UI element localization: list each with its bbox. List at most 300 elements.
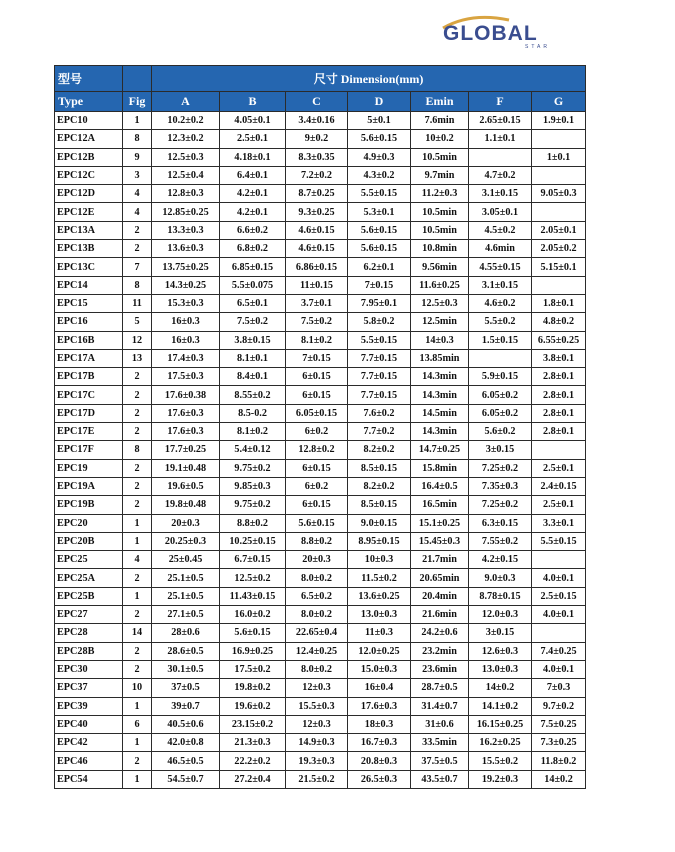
cell-type: EPC17B: [55, 368, 123, 386]
cell-g: 2.05±0.1: [532, 221, 586, 239]
cell-emin: 31.4±0.7: [411, 697, 469, 715]
cell-a: 10.2±0.2: [152, 112, 220, 130]
cell-b: 8.4±0.1: [220, 368, 286, 386]
table-row: [55, 752, 586, 770]
cell-f: 4.6min: [469, 240, 532, 258]
cell-type: EPC25: [55, 551, 123, 569]
cell-f: 4.6±0.2: [469, 294, 532, 312]
table-row: [55, 587, 586, 605]
cell-g: 3.3±0.1: [532, 514, 586, 532]
cell-g: [532, 441, 586, 459]
cell-g: 2.8±0.1: [532, 423, 586, 441]
cell-c: 19.3±0.3: [286, 752, 348, 770]
cell-c: 6±0.15: [286, 368, 348, 386]
cell-emin: 21.6min: [411, 606, 469, 624]
cell-type: EPC12D: [55, 185, 123, 203]
cell-d: 16.7±0.3: [348, 734, 411, 752]
table-row: [55, 203, 586, 221]
cell-emin: 21.7min: [411, 551, 469, 569]
cell-fig: 3: [123, 166, 152, 184]
cell-d: 16±0.4: [348, 679, 411, 697]
cell-d: 17.6±0.3: [348, 697, 411, 715]
cell-d: 7.7±0.15: [348, 349, 411, 367]
cell-fig: 2: [123, 221, 152, 239]
cell-type: EPC30: [55, 660, 123, 678]
cell-type: EPC39: [55, 697, 123, 715]
cell-emin: 31±0.6: [411, 715, 469, 733]
cell-type: EPC20B: [55, 532, 123, 550]
cell-fig: 14: [123, 624, 152, 642]
cell-d: 8.5±0.15: [348, 459, 411, 477]
cell-b: 4.05±0.1: [220, 112, 286, 130]
cell-a: 40.5±0.6: [152, 715, 220, 733]
cell-d: 7.95±0.1: [348, 294, 411, 312]
cell-emin: 14.3min: [411, 423, 469, 441]
cell-type: EPC14: [55, 276, 123, 294]
cell-g: 4.8±0.2: [532, 313, 586, 331]
cell-type: EPC19B: [55, 496, 123, 514]
cell-c: 7.2±0.2: [286, 166, 348, 184]
cell-g: 7±0.3: [532, 679, 586, 697]
cell-d: 5.5±0.15: [348, 331, 411, 349]
col-header-fig: Fig: [123, 92, 152, 112]
cell-emin: 14.3min: [411, 368, 469, 386]
cell-g: 3.8±0.1: [532, 349, 586, 367]
cell-emin: 10.5min: [411, 221, 469, 239]
cell-a: 14.3±0.25: [152, 276, 220, 294]
cell-c: 14.9±0.3: [286, 734, 348, 752]
cell-a: 17.7±0.25: [152, 441, 220, 459]
cell-b: 6.85±0.15: [220, 258, 286, 276]
cell-b: 9.75±0.2: [220, 459, 286, 477]
cell-b: 22.2±0.2: [220, 752, 286, 770]
cell-emin: 12.5min: [411, 313, 469, 331]
cell-a: 13.6±0.3: [152, 240, 220, 258]
cell-f: 3.05±0.1: [469, 203, 532, 221]
cell-c: 8.0±0.2: [286, 660, 348, 678]
cell-fig: 4: [123, 185, 152, 203]
cell-type: EPC17C: [55, 386, 123, 404]
cell-f: 9.0±0.3: [469, 569, 532, 587]
table-row: [55, 423, 586, 441]
cell-emin: 10.8min: [411, 240, 469, 258]
table-row: [55, 532, 586, 550]
cell-b: 16.9±0.25: [220, 642, 286, 660]
cell-a: 12.8±0.3: [152, 185, 220, 203]
cell-emin: 14±0.3: [411, 331, 469, 349]
col-header-b: B: [220, 92, 286, 112]
cell-type: EPC13B: [55, 240, 123, 258]
cell-d: 6.2±0.1: [348, 258, 411, 276]
cell-c: 8.0±0.2: [286, 606, 348, 624]
cell-a: 12.3±0.2: [152, 130, 220, 148]
cell-f: 3.1±0.15: [469, 185, 532, 203]
cell-b: 16.0±0.2: [220, 606, 286, 624]
cell-type: EPC46: [55, 752, 123, 770]
cell-emin: 43.5±0.7: [411, 770, 469, 788]
table-row: [55, 642, 586, 660]
cell-g: 2.5±0.1: [532, 496, 586, 514]
cell-fig: 1: [123, 697, 152, 715]
cell-type: EPC54: [55, 770, 123, 788]
cell-type: EPC27: [55, 606, 123, 624]
cell-type: EPC17F: [55, 441, 123, 459]
cell-c: 6±0.15: [286, 386, 348, 404]
cell-f: 5.6±0.2: [469, 423, 532, 441]
cell-a: 13.3±0.3: [152, 221, 220, 239]
cell-f: 6.05±0.2: [469, 386, 532, 404]
cell-b: 6.7±0.15: [220, 551, 286, 569]
cell-type: EPC12A: [55, 130, 123, 148]
cell-b: 9.75±0.2: [220, 496, 286, 514]
cell-g: 4.0±0.1: [532, 569, 586, 587]
cell-d: 13.0±0.3: [348, 606, 411, 624]
table-row: [55, 734, 586, 752]
table-row: [55, 313, 586, 331]
cell-emin: 9.56min: [411, 258, 469, 276]
cell-b: 8.55±0.2: [220, 386, 286, 404]
cell-f: 4.55±0.15: [469, 258, 532, 276]
cell-d: 10±0.3: [348, 551, 411, 569]
cell-b: 6.8±0.2: [220, 240, 286, 258]
cell-b: 6.5±0.1: [220, 294, 286, 312]
cell-d: 8.95±0.15: [348, 532, 411, 550]
table-row: [55, 770, 586, 788]
cell-a: 19.8±0.48: [152, 496, 220, 514]
cell-g: 2.8±0.1: [532, 386, 586, 404]
cell-fig: 1: [123, 514, 152, 532]
cell-c: 4.6±0.15: [286, 240, 348, 258]
cell-d: 5.6±0.15: [348, 240, 411, 258]
cell-fig: 8: [123, 130, 152, 148]
cell-fig: 2: [123, 660, 152, 678]
cell-f: 12.6±0.3: [469, 642, 532, 660]
table-row: [55, 679, 586, 697]
cell-emin: 15.8min: [411, 459, 469, 477]
cell-a: 19.6±0.5: [152, 477, 220, 495]
cell-a: 16±0.3: [152, 331, 220, 349]
table-row: [55, 221, 586, 239]
cell-emin: 16.5min: [411, 496, 469, 514]
cell-c: 6±0.2: [286, 477, 348, 495]
cell-type: EPC37: [55, 679, 123, 697]
cell-a: 39±0.7: [152, 697, 220, 715]
cell-a: 54.5±0.7: [152, 770, 220, 788]
cell-g: 14±0.2: [532, 770, 586, 788]
cell-d: 5.3±0.1: [348, 203, 411, 221]
cell-f: 7.25±0.2: [469, 496, 532, 514]
cell-d: 5±0.1: [348, 112, 411, 130]
cell-b: 6.4±0.1: [220, 166, 286, 184]
cell-b: 17.5±0.2: [220, 660, 286, 678]
cell-emin: 15.1±0.25: [411, 514, 469, 532]
cell-type: EPC17D: [55, 404, 123, 422]
cell-d: 9.0±0.15: [348, 514, 411, 532]
table-row: [55, 331, 586, 349]
cell-a: 15.3±0.3: [152, 294, 220, 312]
cell-emin: 9.7min: [411, 166, 469, 184]
cell-g: 2.5±0.15: [532, 587, 586, 605]
table-row: [55, 130, 586, 148]
table-body: [55, 112, 586, 789]
cell-fig: 2: [123, 423, 152, 441]
cell-a: 17.4±0.3: [152, 349, 220, 367]
cell-fig: 1: [123, 734, 152, 752]
cell-a: 27.1±0.5: [152, 606, 220, 624]
cell-c: 12±0.3: [286, 715, 348, 733]
logo-subtext: STAR: [525, 44, 550, 50]
cell-emin: 10.5min: [411, 148, 469, 166]
cell-fig: 6: [123, 715, 152, 733]
cell-c: 6.86±0.15: [286, 258, 348, 276]
cell-g: 7.3±0.25: [532, 734, 586, 752]
cell-emin: 23.6min: [411, 660, 469, 678]
cell-f: 16.15±0.25: [469, 715, 532, 733]
cell-a: 25±0.45: [152, 551, 220, 569]
cell-b: 5.6±0.15: [220, 624, 286, 642]
table-row: [55, 569, 586, 587]
cell-b: 5.5±0.075: [220, 276, 286, 294]
cell-c: 8.0±0.2: [286, 569, 348, 587]
cell-c: 9±0.2: [286, 130, 348, 148]
cell-type: EPC28B: [55, 642, 123, 660]
cell-f: 16.2±0.25: [469, 734, 532, 752]
cell-g: [532, 166, 586, 184]
cell-c: 6±0.15: [286, 496, 348, 514]
cell-b: 9.85±0.3: [220, 477, 286, 495]
type-cn-header: 型号: [55, 66, 123, 92]
cell-c: 12±0.3: [286, 679, 348, 697]
cell-fig: 4: [123, 551, 152, 569]
cell-b: 5.4±0.12: [220, 441, 286, 459]
cell-f: 15.5±0.2: [469, 752, 532, 770]
cell-b: 2.5±0.1: [220, 130, 286, 148]
table-row: [55, 294, 586, 312]
table-row: [55, 404, 586, 422]
cell-f: 3.1±0.15: [469, 276, 532, 294]
cell-g: 2.8±0.1: [532, 404, 586, 422]
cell-f: 1.5±0.15: [469, 331, 532, 349]
cell-a: 25.1±0.5: [152, 587, 220, 605]
cell-type: EPC25B: [55, 587, 123, 605]
cell-fig: 1: [123, 770, 152, 788]
cell-emin: 7.6min: [411, 112, 469, 130]
cell-g: 2.05±0.2: [532, 240, 586, 258]
cell-b: 21.3±0.3: [220, 734, 286, 752]
table-row: [55, 514, 586, 532]
cell-emin: 15.45±0.3: [411, 532, 469, 550]
cell-a: 12.85±0.25: [152, 203, 220, 221]
table-row: [55, 368, 586, 386]
cell-g: 2.8±0.1: [532, 368, 586, 386]
cell-d: 11±0.3: [348, 624, 411, 642]
table-row: [55, 660, 586, 678]
cell-g: 5.15±0.1: [532, 258, 586, 276]
company-logo: [443, 22, 567, 48]
cell-b: 4.2±0.1: [220, 185, 286, 203]
cell-a: 42.0±0.8: [152, 734, 220, 752]
cell-fig: 4: [123, 203, 152, 221]
cell-c: 3.4±0.16: [286, 112, 348, 130]
table-row: [55, 715, 586, 733]
cell-fig: 8: [123, 276, 152, 294]
cell-d: 7±0.15: [348, 276, 411, 294]
cell-f: 13.0±0.3: [469, 660, 532, 678]
cell-d: 5.8±0.2: [348, 313, 411, 331]
cell-f: 19.2±0.3: [469, 770, 532, 788]
cell-b: 4.2±0.1: [220, 203, 286, 221]
cell-emin: 28.7±0.5: [411, 679, 469, 697]
cell-d: 7.7±0.15: [348, 386, 411, 404]
cell-g: [532, 130, 586, 148]
cell-b: 19.6±0.2: [220, 697, 286, 715]
cell-f: 4.7±0.2: [469, 166, 532, 184]
cell-g: 2.4±0.15: [532, 477, 586, 495]
table-row: [55, 459, 586, 477]
cell-g: 1.9±0.1: [532, 112, 586, 130]
cell-b: 3.8±0.15: [220, 331, 286, 349]
cell-fig: 2: [123, 459, 152, 477]
cell-f: 6.05±0.2: [469, 404, 532, 422]
cell-c: 6.5±0.2: [286, 587, 348, 605]
cell-b: 7.5±0.2: [220, 313, 286, 331]
cell-b: 23.15±0.2: [220, 715, 286, 733]
col-header-d: D: [348, 92, 411, 112]
cell-f: 14±0.2: [469, 679, 532, 697]
cell-emin: 14.7±0.25: [411, 441, 469, 459]
col-header-a: A: [152, 92, 220, 112]
cell-f: 6.3±0.15: [469, 514, 532, 532]
table-row: [55, 496, 586, 514]
cell-emin: 11.6±0.25: [411, 276, 469, 294]
cell-c: 6.05±0.15: [286, 404, 348, 422]
cell-c: 20±0.3: [286, 551, 348, 569]
cell-g: 4.0±0.1: [532, 660, 586, 678]
cell-a: 17.6±0.38: [152, 386, 220, 404]
cell-a: 25.1±0.5: [152, 569, 220, 587]
table-row: [55, 386, 586, 404]
cell-b: 8.8±0.2: [220, 514, 286, 532]
cell-d: 7.6±0.2: [348, 404, 411, 422]
cell-type: EPC12B: [55, 148, 123, 166]
fig-blank-header: [123, 66, 152, 92]
cell-emin: 16.4±0.5: [411, 477, 469, 495]
cell-a: 30.1±0.5: [152, 660, 220, 678]
cell-fig: 9: [123, 148, 152, 166]
cell-c: 6±0.2: [286, 423, 348, 441]
table-row: [55, 166, 586, 184]
cell-c: 8.7±0.25: [286, 185, 348, 203]
cell-f: [469, 349, 532, 367]
cell-f: 7.35±0.3: [469, 477, 532, 495]
cell-g: 7.4±0.25: [532, 642, 586, 660]
cell-f: 1.1±0.1: [469, 130, 532, 148]
cell-b: 8.1±0.2: [220, 423, 286, 441]
cell-emin: 20.65min: [411, 569, 469, 587]
cell-g: 9.7±0.2: [532, 697, 586, 715]
cell-type: EPC12C: [55, 166, 123, 184]
header-row-top: [55, 66, 586, 92]
cell-d: 4.9±0.3: [348, 148, 411, 166]
table-row: [55, 349, 586, 367]
cell-emin: 13.85min: [411, 349, 469, 367]
cell-f: 7.25±0.2: [469, 459, 532, 477]
cell-f: 14.1±0.2: [469, 697, 532, 715]
cell-a: 20.25±0.3: [152, 532, 220, 550]
cell-type: EPC40: [55, 715, 123, 733]
table-row: [55, 477, 586, 495]
cell-a: 37±0.5: [152, 679, 220, 697]
cell-a: 17.5±0.3: [152, 368, 220, 386]
cell-g: [532, 203, 586, 221]
cell-emin: 10±0.2: [411, 130, 469, 148]
dimension-table: [54, 65, 586, 789]
cell-g: 9.05±0.3: [532, 185, 586, 203]
cell-f: 5.5±0.2: [469, 313, 532, 331]
cell-fig: 8: [123, 441, 152, 459]
cell-type: EPC13A: [55, 221, 123, 239]
cell-fig: 2: [123, 368, 152, 386]
col-header-g: G: [532, 92, 586, 112]
cell-f: [469, 148, 532, 166]
cell-g: [532, 276, 586, 294]
cell-fig: 2: [123, 606, 152, 624]
cell-fig: 13: [123, 349, 152, 367]
cell-c: 7±0.15: [286, 349, 348, 367]
table-row: [55, 240, 586, 258]
cell-f: 4.5±0.2: [469, 221, 532, 239]
cell-fig: 2: [123, 404, 152, 422]
cell-c: 7.5±0.2: [286, 313, 348, 331]
cell-c: 4.6±0.15: [286, 221, 348, 239]
cell-b: 27.2±0.4: [220, 770, 286, 788]
cell-g: 2.5±0.1: [532, 459, 586, 477]
cell-d: 4.3±0.2: [348, 166, 411, 184]
cell-b: 6.6±0.2: [220, 221, 286, 239]
cell-a: 17.6±0.3: [152, 423, 220, 441]
cell-type: EPC16B: [55, 331, 123, 349]
cell-f: 3±0.15: [469, 441, 532, 459]
cell-a: 17.6±0.3: [152, 404, 220, 422]
cell-b: 12.5±0.2: [220, 569, 286, 587]
cell-emin: 33.5min: [411, 734, 469, 752]
cell-a: 20±0.3: [152, 514, 220, 532]
cell-a: 28±0.6: [152, 624, 220, 642]
table-row: [55, 185, 586, 203]
cell-g: 1±0.1: [532, 148, 586, 166]
cell-emin: 24.2±0.6: [411, 624, 469, 642]
cell-fig: 12: [123, 331, 152, 349]
cell-d: 13.6±0.25: [348, 587, 411, 605]
cell-c: 8.3±0.35: [286, 148, 348, 166]
cell-fig: 2: [123, 569, 152, 587]
cell-fig: 1: [123, 112, 152, 130]
cell-f: 5.9±0.15: [469, 368, 532, 386]
cell-d: 5.6±0.15: [348, 130, 411, 148]
dimension-header: 尺寸 Dimension(mm): [152, 66, 586, 92]
cell-d: 8.5±0.15: [348, 496, 411, 514]
cell-g: 5.5±0.15: [532, 532, 586, 550]
cell-fig: 2: [123, 240, 152, 258]
logo-wordmark: GLOBAL: [443, 22, 538, 45]
cell-f: 8.78±0.15: [469, 587, 532, 605]
table-row: [55, 624, 586, 642]
cell-fig: 7: [123, 258, 152, 276]
cell-c: 3.7±0.1: [286, 294, 348, 312]
cell-d: 20.8±0.3: [348, 752, 411, 770]
col-header-emin: Emin: [411, 92, 469, 112]
cell-d: 8.2±0.2: [348, 477, 411, 495]
